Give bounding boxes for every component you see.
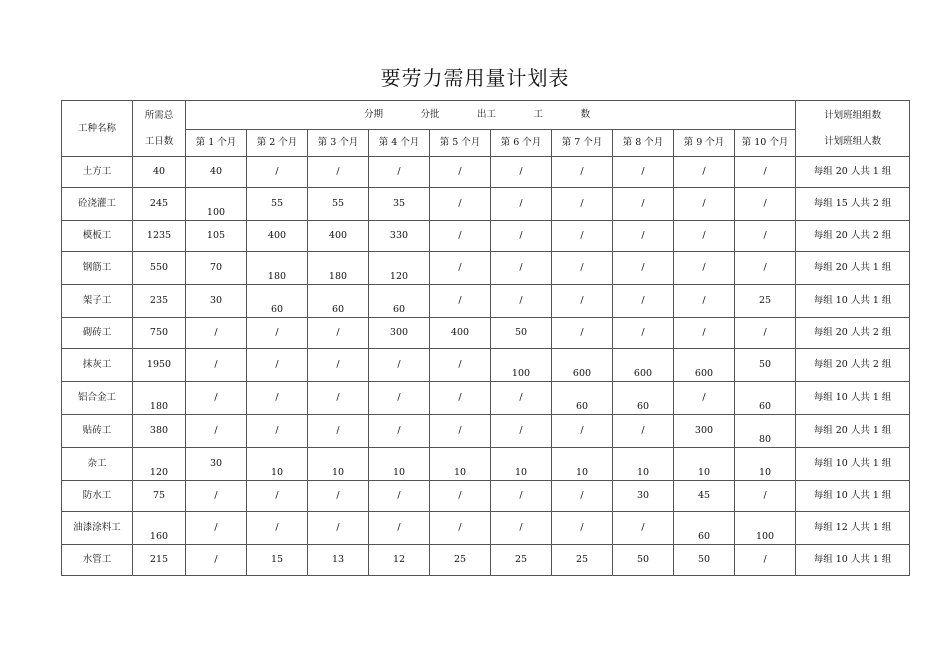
month-value-cell: / (491, 382, 552, 415)
month-value-cell: / (430, 481, 491, 512)
month-value-cell: 600 (552, 349, 613, 382)
month-value-cell: 10 (552, 448, 613, 481)
month-value-cell: / (613, 415, 674, 448)
month-value-cell: / (552, 318, 613, 349)
trade-cell: 防水工 (62, 481, 133, 512)
plan-cell: 每组 20 人共 2 组 (796, 349, 910, 382)
month-value-cell: / (308, 382, 369, 415)
month-value-cell: / (247, 512, 308, 545)
table-row (62, 382, 910, 415)
month-value-cell: 80 (735, 415, 796, 448)
month-value-cell: / (674, 318, 735, 349)
period-word: 分期 (364, 109, 384, 121)
month-value-cell: 25 (552, 545, 613, 576)
month-value-cell: 10 (369, 448, 430, 481)
month-value-cell: 10 (613, 448, 674, 481)
month-value-cell: 50 (674, 545, 735, 576)
table-row (62, 545, 910, 576)
month-value-cell: 13 (308, 545, 369, 576)
month-value-cell: / (674, 157, 735, 188)
month-value-cell: / (247, 415, 308, 448)
header-month: 第 3 个月 (308, 130, 369, 157)
month-value-cell: / (430, 188, 491, 221)
month-value-cell: 60 (735, 382, 796, 415)
plan-cell: 每组 20 人共 2 组 (796, 318, 910, 349)
month-value-cell: 120 (369, 252, 430, 285)
month-value-cell: / (491, 512, 552, 545)
month-value-cell: / (613, 512, 674, 545)
plan-cell: 每组 20 人共 1 组 (796, 415, 910, 448)
month-value-cell: / (735, 252, 796, 285)
month-value-cell: / (491, 252, 552, 285)
month-value-cell: 100 (735, 512, 796, 545)
total-days-cell: 235 (133, 285, 186, 318)
month-value-cell: / (735, 157, 796, 188)
table-row (62, 448, 910, 481)
month-value-cell: 400 (430, 318, 491, 349)
month-value-cell: 15 (247, 545, 308, 576)
trade-cell: 砼浇灌工 (62, 188, 133, 221)
month-value-cell: 400 (247, 221, 308, 252)
month-value-cell: / (430, 512, 491, 545)
plan-cell: 每组 10 人共 1 组 (796, 481, 910, 512)
header-total-line2: 工日数 (144, 135, 174, 147)
trade-cell: 抹灰工 (62, 349, 133, 382)
header-period (186, 101, 796, 130)
total-days-cell: 550 (133, 252, 186, 285)
month-value-cell: / (674, 382, 735, 415)
month-value-cell: / (552, 285, 613, 318)
month-value-cell: / (674, 252, 735, 285)
total-days-cell: 40 (133, 157, 186, 188)
month-value-cell: 10 (247, 448, 308, 481)
month-value-cell: 30 (613, 481, 674, 512)
month-value-cell: 55 (308, 188, 369, 221)
month-value-cell: 50 (491, 318, 552, 349)
month-value-cell: / (430, 415, 491, 448)
month-value-cell: / (613, 188, 674, 221)
month-value-cell: / (552, 157, 613, 188)
trade-cell: 钢筋工 (62, 252, 133, 285)
month-value-cell: / (430, 252, 491, 285)
month-value-cell: / (186, 545, 247, 576)
trade-cell: 铝合金工 (62, 382, 133, 415)
header-trade: 工种名称 (62, 101, 133, 157)
month-value-cell: 60 (613, 382, 674, 415)
month-value-cell: 180 (308, 252, 369, 285)
month-value-cell: / (491, 415, 552, 448)
header-month: 第 6 个月 (491, 130, 552, 157)
month-value-cell: 300 (674, 415, 735, 448)
header-month: 第 9 个月 (674, 130, 735, 157)
month-value-cell: / (369, 382, 430, 415)
month-value-cell: 45 (674, 481, 735, 512)
header-month: 第 2 个月 (247, 130, 308, 157)
month-value-cell: / (735, 318, 796, 349)
plan-cell: 每组 20 人共 1 组 (796, 252, 910, 285)
month-value-cell: / (491, 157, 552, 188)
total-days-cell: 75 (133, 481, 186, 512)
period-word: 工 (533, 109, 544, 121)
month-value-cell: / (735, 481, 796, 512)
plan-cell: 每组 10 人共 1 组 (796, 545, 910, 576)
month-value-cell: 50 (613, 545, 674, 576)
month-value-cell: 10 (674, 448, 735, 481)
plan-cell: 每组 10 人共 1 组 (796, 448, 910, 481)
table-row (62, 415, 910, 448)
header-plan-line1: 计划班组组数 (824, 109, 882, 121)
month-value-cell: / (552, 481, 613, 512)
month-value-cell: / (430, 221, 491, 252)
trade-cell: 贴砖工 (62, 415, 133, 448)
month-value-cell: 30 (186, 448, 247, 481)
header-total-line1: 所需总 (144, 109, 174, 121)
month-value-cell: 10 (430, 448, 491, 481)
month-value-cell: / (186, 382, 247, 415)
month-value-cell: / (247, 349, 308, 382)
month-value-cell: 100 (186, 188, 247, 221)
header-month: 第 10 个月 (735, 130, 796, 157)
month-value-cell: / (552, 221, 613, 252)
month-value-cell: / (186, 349, 247, 382)
plan-cell: 每组 15 人共 2 组 (796, 188, 910, 221)
month-value-cell: 60 (552, 382, 613, 415)
month-value-cell: / (552, 188, 613, 221)
header-plan (796, 101, 910, 157)
month-value-cell: 10 (491, 448, 552, 481)
month-value-cell: 25 (491, 545, 552, 576)
month-value-cell: / (674, 188, 735, 221)
month-value-cell: 70 (186, 252, 247, 285)
month-value-cell: 55 (247, 188, 308, 221)
month-value-cell: 60 (674, 512, 735, 545)
table-row (62, 512, 910, 545)
trade-cell: 水管工 (62, 545, 133, 576)
month-value-cell: / (613, 252, 674, 285)
month-value-cell: / (369, 157, 430, 188)
header-month: 第 7 个月 (552, 130, 613, 157)
month-value-cell: 30 (186, 285, 247, 318)
month-value-cell: / (369, 481, 430, 512)
month-value-cell: / (308, 157, 369, 188)
page-title: 要劳力需用量计划表 (380, 66, 570, 90)
header-month: 第 4 个月 (369, 130, 430, 157)
total-days-cell: 180 (133, 382, 186, 415)
total-days-cell: 215 (133, 545, 186, 576)
month-value-cell: 10 (735, 448, 796, 481)
month-value-cell: 300 (369, 318, 430, 349)
month-value-cell: / (186, 481, 247, 512)
table-row (62, 481, 910, 512)
month-value-cell: / (186, 415, 247, 448)
total-days-cell: 245 (133, 188, 186, 221)
total-days-cell: 1950 (133, 349, 186, 382)
month-value-cell: / (308, 318, 369, 349)
period-word: 数 (580, 109, 591, 121)
header-month: 第 8 个月 (613, 130, 674, 157)
table-row (62, 318, 910, 349)
month-value-cell: / (552, 512, 613, 545)
period-word: 分批 (420, 109, 440, 121)
month-value-cell: / (735, 188, 796, 221)
plan-cell: 每组 12 人共 1 组 (796, 512, 910, 545)
table-row (62, 157, 910, 188)
month-value-cell: 400 (308, 221, 369, 252)
month-value-cell: 60 (369, 285, 430, 318)
month-value-cell: / (247, 481, 308, 512)
month-value-cell: 180 (247, 252, 308, 285)
month-value-cell: / (613, 157, 674, 188)
trade-cell: 砌砖工 (62, 318, 133, 349)
header-month: 第 1 个月 (186, 130, 247, 157)
month-value-cell: 60 (308, 285, 369, 318)
month-value-cell: / (491, 221, 552, 252)
table-row (62, 349, 910, 382)
month-value-cell: / (430, 349, 491, 382)
month-value-cell: 50 (735, 349, 796, 382)
month-value-cell: / (735, 545, 796, 576)
month-value-cell: / (491, 481, 552, 512)
header-plan-line2: 计划班组人数 (824, 135, 882, 147)
month-value-cell: 10 (308, 448, 369, 481)
total-days-cell: 160 (133, 512, 186, 545)
trade-cell: 架子工 (62, 285, 133, 318)
month-value-cell: 100 (491, 349, 552, 382)
month-value-cell: / (308, 512, 369, 545)
header-total (133, 101, 186, 157)
month-value-cell: 600 (674, 349, 735, 382)
month-value-cell: / (552, 415, 613, 448)
month-value-cell: / (430, 157, 491, 188)
month-value-cell: / (491, 285, 552, 318)
month-value-cell: / (430, 382, 491, 415)
month-value-cell: / (186, 318, 247, 349)
total-days-cell: 1235 (133, 221, 186, 252)
month-value-cell: / (613, 318, 674, 349)
period-word: 出工 (477, 109, 497, 121)
month-value-cell: / (247, 382, 308, 415)
month-value-cell: / (735, 221, 796, 252)
month-value-cell: / (308, 415, 369, 448)
month-value-cell: / (674, 285, 735, 318)
trade-cell: 土方工 (62, 157, 133, 188)
trade-cell: 杂工 (62, 448, 133, 481)
month-value-cell: 12 (369, 545, 430, 576)
total-days-cell: 120 (133, 448, 186, 481)
month-value-cell: / (613, 221, 674, 252)
month-value-cell: 25 (430, 545, 491, 576)
month-value-cell: / (552, 252, 613, 285)
plan-cell: 每组 20 人共 1 组 (796, 157, 910, 188)
month-value-cell: / (369, 415, 430, 448)
month-value-cell: / (613, 285, 674, 318)
total-days-cell: 750 (133, 318, 186, 349)
month-value-cell: 25 (735, 285, 796, 318)
plan-cell: 每组 10 人共 1 组 (796, 382, 910, 415)
month-value-cell: 600 (613, 349, 674, 382)
month-value-cell: 40 (186, 157, 247, 188)
trade-cell: 模板工 (62, 221, 133, 252)
month-value-cell: / (247, 157, 308, 188)
month-value-cell: / (369, 512, 430, 545)
trade-cell: 油漆涂料工 (62, 512, 133, 545)
table-row (62, 285, 910, 318)
total-days-cell: 380 (133, 415, 186, 448)
month-value-cell: / (247, 318, 308, 349)
plan-cell: 每组 20 人共 2 组 (796, 221, 910, 252)
month-value-cell: / (430, 285, 491, 318)
month-value-cell: 105 (186, 221, 247, 252)
table-row (62, 188, 910, 221)
month-value-cell: / (308, 481, 369, 512)
month-value-cell: 60 (247, 285, 308, 318)
header-month: 第 5 个月 (430, 130, 491, 157)
month-value-cell: / (369, 349, 430, 382)
month-value-cell: 330 (369, 221, 430, 252)
month-value-cell: 35 (369, 188, 430, 221)
table-row (62, 221, 910, 252)
month-value-cell: / (491, 188, 552, 221)
table-row (62, 252, 910, 285)
month-value-cell: / (308, 349, 369, 382)
month-value-cell: / (674, 221, 735, 252)
labor-plan-table (61, 100, 910, 576)
plan-cell: 每组 10 人共 1 组 (796, 285, 910, 318)
month-value-cell: / (186, 512, 247, 545)
